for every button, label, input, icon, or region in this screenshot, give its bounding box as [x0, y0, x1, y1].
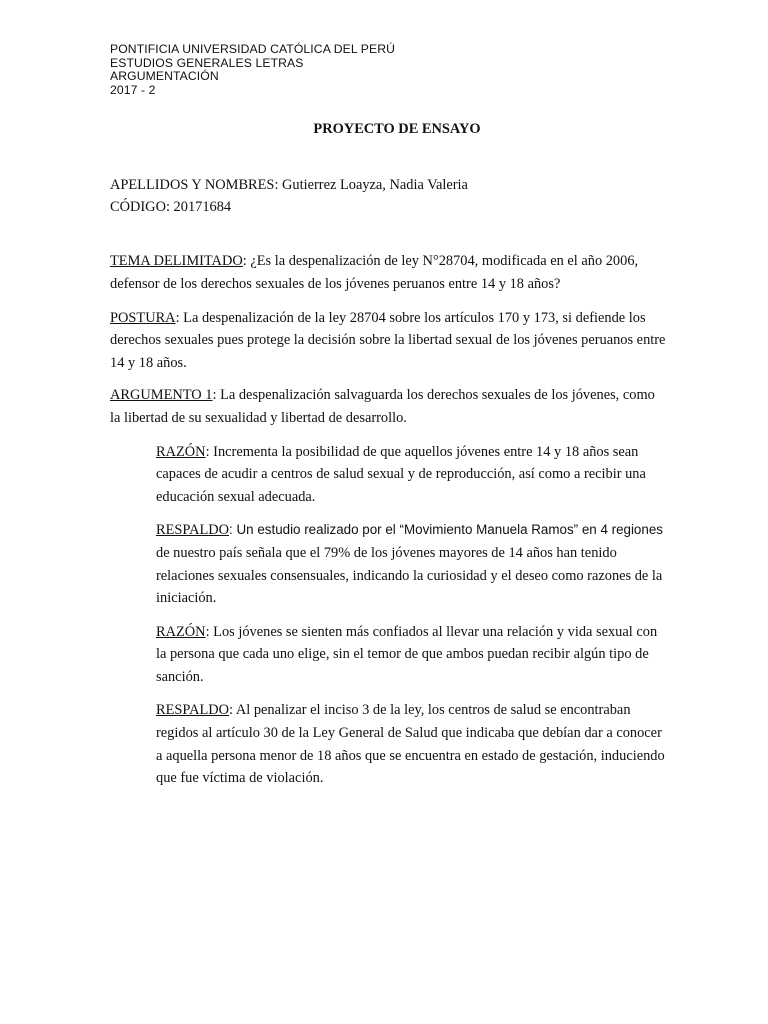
respaldo-1-paragraph: [110, 519, 678, 609]
header-faculty: ESTUDIOS GENERALES LETRAS: [110, 55, 304, 70]
respaldo-2-text-1: : Al penalizar el inciso 3 de la ley, los centros de salud se encontraban: [229, 702, 631, 719]
respaldo-2-paragraph: [110, 699, 678, 789]
postura-line-1: [110, 307, 678, 330]
argumento-1-label: ARGUMENTO 1: [110, 387, 213, 404]
razon-1-label: RAZÓN: [156, 443, 206, 460]
student-info: [110, 174, 678, 218]
respaldo-2-line-1: [156, 699, 678, 722]
argumento-1-text-2: la libertad de su sexualidad y libertad de desarrollo.: [110, 409, 407, 426]
respaldo-1-text-4: iniciación.: [156, 590, 217, 607]
respaldo-2-text-3: a aquella persona menor de 18 años que se encuentra en estado de gestación, induciendo: [156, 747, 665, 764]
respaldo-1-label: RESPALDO: [156, 522, 230, 539]
razon-1-line-1: [156, 441, 678, 464]
razon-2-line-1: [156, 621, 678, 644]
header-term: 2017 - 2: [110, 82, 156, 97]
document-title: PROYECTO DE ENSAYO: [313, 121, 481, 138]
tema-text-1: : ¿Es la despenalización de ley N°28704, modificada en el año 2006,: [242, 253, 639, 270]
argumento-1-text-1: : La despenalización salvaguarda los derechos sexuales de los jóvenes, como: [212, 387, 655, 404]
header-university: PONTIFICIA UNIVERSIDAD CATÓLICA DEL PERÚ: [110, 42, 396, 56]
respaldo-1-line-1: [156, 519, 678, 542]
respaldo-2-text-4: que fue víctima de violación.: [156, 770, 324, 787]
respaldo-1-text-3: relaciones sexuales consensuales, indicando la curiosidad y el deseo como razones de la: [156, 567, 663, 584]
razon-2-text-2: la persona que cada uno elige, sin el temor de que ambos puedan recibir algún tipo de: [156, 646, 649, 663]
razon-2-text-1: : Los jóvenes se sienten más confiados al llevar una relación y vida sexual con: [205, 623, 658, 640]
respaldo-1-text-1: : Un estudio realizado por el “Movimiento Manuela Ramos” en 4 regiones: [229, 522, 663, 538]
tema-label: TEMA DELIMITADO: [110, 253, 243, 270]
student-code: CÓDIGO: 20171684: [110, 199, 232, 216]
postura-label: POSTURA: [110, 309, 176, 326]
tema-text-2: defensor de los derechos sexuales de los jóvenes peruanos entre 14 y 18 años?: [110, 275, 561, 292]
header-course: ARGUMENTACIÓN: [110, 69, 219, 84]
tema-paragraph: [110, 250, 678, 295]
razon-2-label: RAZÓN: [156, 623, 206, 640]
postura-text-3: 14 y 18 años.: [110, 354, 187, 371]
argumento-1-paragraph: [110, 384, 678, 429]
document-header: [110, 43, 678, 97]
razon-1-paragraph: [110, 441, 678, 509]
argumento-1-line-1: [110, 384, 678, 407]
razon-2-paragraph: [110, 621, 678, 689]
student-names: APELLIDOS Y NOMBRES: Gutierrez Loayza, Nadia Valeria: [110, 177, 468, 194]
respaldo-2-text-2: regidos al artículo 30 de la Ley General de Salud que indicaba que debían dar a conocer: [156, 725, 662, 742]
respaldo-1-text-2: de nuestro país señala que el 79% de los jóvenes mayores de 14 años han tenido: [156, 544, 617, 561]
razon-1-text-3: educación sexual adecuada.: [156, 488, 316, 505]
razon-1-text-2: capaces de acudir a centros de salud sexual y de reproducción, así como a recibir una: [156, 466, 646, 483]
postura-paragraph: [110, 307, 678, 375]
postura-text-1: : La despenalización de la ley 28704 sobre los artículos 170 y 173, si defiende los: [175, 309, 646, 326]
respaldo-2-label: RESPALDO: [156, 702, 230, 719]
postura-text-2: derechos sexuales pues protege la decisión sobre la libertad sexual de los jóvenes peruanos entre: [110, 332, 666, 349]
razon-1-text-1: : Incrementa la posibilidad de que aquellos jóvenes entre 14 y 18 años sean: [205, 443, 639, 460]
razon-2-text-3: sanción.: [156, 668, 204, 685]
tema-line-1: [110, 250, 678, 273]
